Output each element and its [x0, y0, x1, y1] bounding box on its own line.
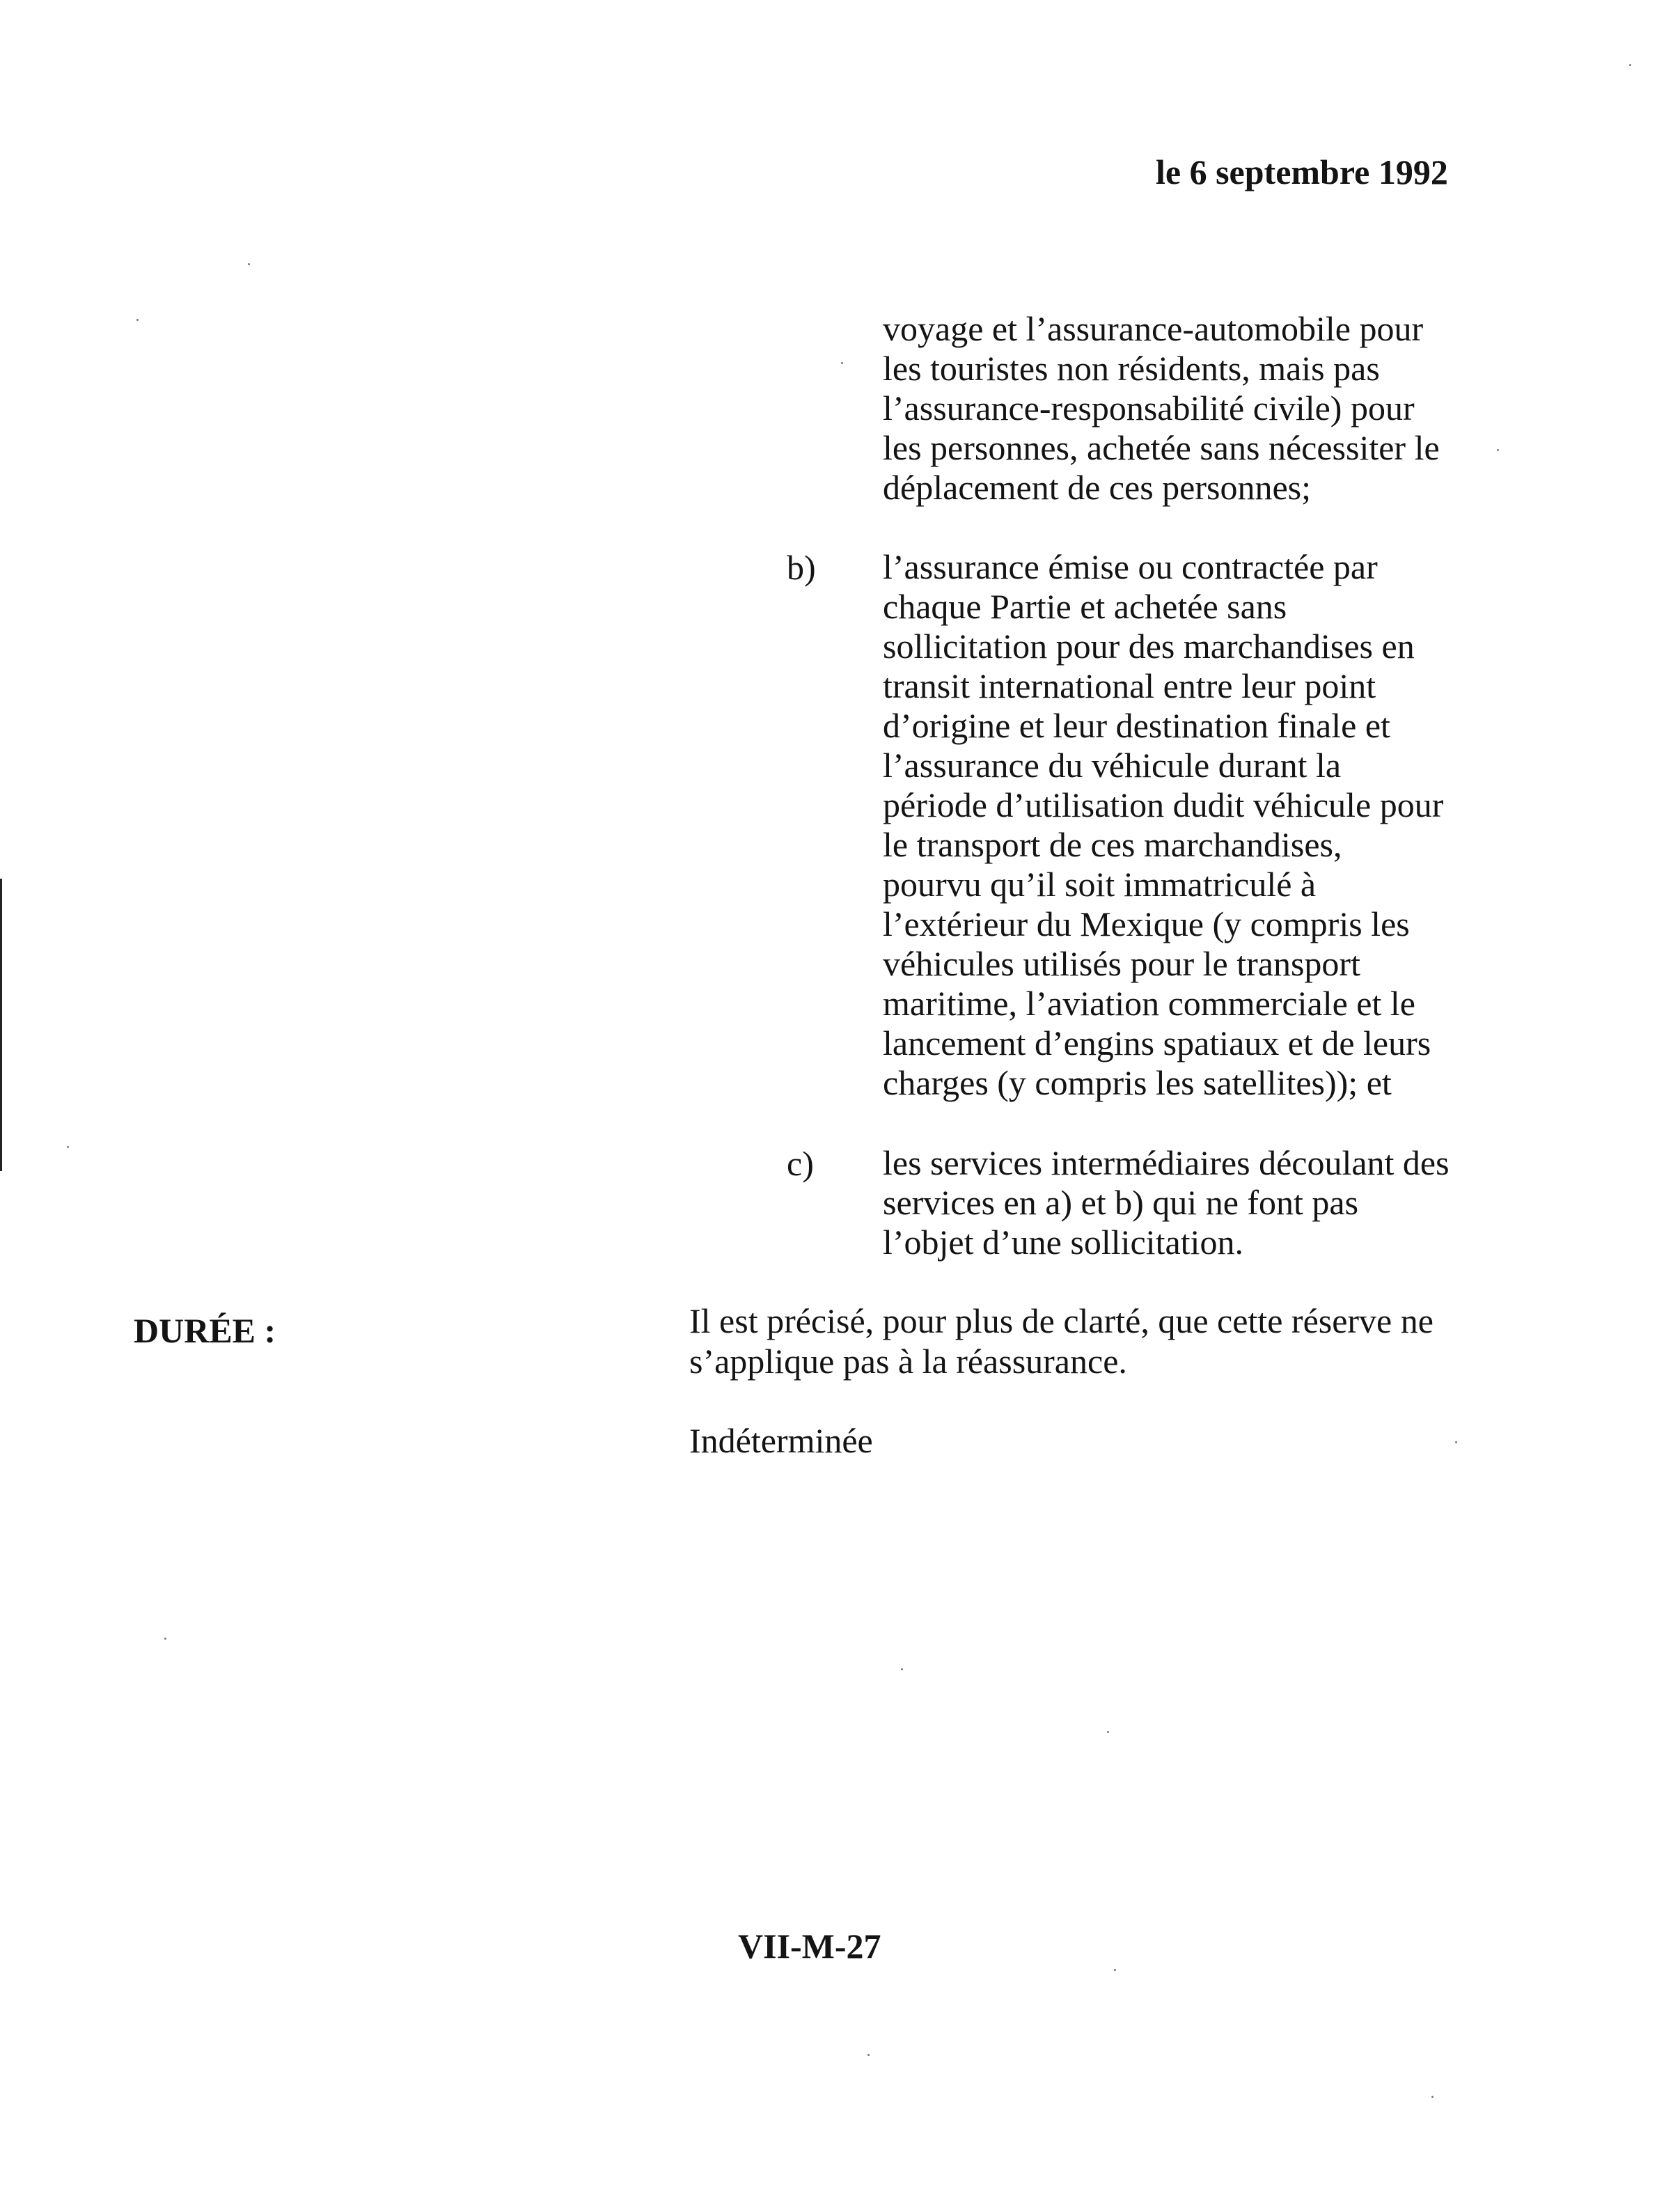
text-line: chaque Partie et achetée sans — [883, 587, 1287, 626]
text-line: Il est précisé, pour plus de clarté, que cette réserve ne — [689, 1301, 1434, 1340]
text-line: les touristes non résidents, mais pas — [883, 349, 1380, 388]
text-line: transit international entre leur point — [883, 666, 1376, 705]
text-line: l’extérieur du Mexique (y compris les — [883, 904, 1410, 943]
scan-speck — [67, 1146, 69, 1148]
text-line: lancement d’engins spatiaux et de leurs — [883, 1023, 1431, 1062]
continued-item-text — [883, 309, 1440, 508]
item-b-text — [883, 547, 1443, 1103]
item-c-text — [883, 1143, 1450, 1262]
scan-speck — [841, 362, 843, 364]
scan-speck — [901, 1668, 903, 1670]
duration-value: Indéterminée — [689, 1421, 873, 1460]
text-line: maritime, l’aviation commerciale et le — [883, 984, 1415, 1023]
text-line: voyage et l’assurance-automobile pour — [883, 309, 1424, 348]
text-line: s’applique pas à la réassurance. — [689, 1342, 1127, 1381]
text-line: sollicitation pour des marchandises en — [883, 627, 1415, 666]
text-line: l’objet d’une sollicitation. — [883, 1223, 1243, 1262]
text-line: l’assurance émise ou contractée par — [883, 547, 1378, 586]
text-line: l’assurance-responsabilité civile) pour — [883, 389, 1415, 428]
text-line: d’origine et leur destination finale et — [883, 706, 1390, 745]
document-date: le 6 septembre 1992 — [1156, 152, 1448, 191]
text-line: les personnes, achetée sans nécessiter le — [883, 428, 1440, 467]
text-line: charges (y compris les satellites)); et — [883, 1063, 1392, 1102]
scan-speck — [136, 319, 139, 321]
scan-speck — [248, 263, 250, 265]
text-line: l’assurance du véhicule durant la — [883, 746, 1342, 785]
scan-speck — [1431, 2096, 1434, 2098]
scan-speck — [1629, 64, 1631, 66]
scan-speck — [867, 2054, 870, 2056]
text-line: services en a) et b) qui ne font pas — [883, 1183, 1359, 1222]
page-number: VII-M-27 — [738, 1927, 881, 1966]
duration-label: DURÉE : — [134, 1311, 276, 1350]
text-line: les services intermédiaires découlant des — [883, 1143, 1450, 1182]
scan-speck — [1107, 1731, 1109, 1733]
text-line: déplacement de ces personnes; — [883, 468, 1312, 507]
clarification-note — [689, 1301, 1434, 1381]
text-line: le transport de ces marchandises, — [883, 825, 1342, 864]
scan-speck — [164, 1638, 166, 1640]
item-marker-b: b) — [787, 548, 816, 587]
scan-edge-line — [0, 879, 2, 1171]
scan-speck — [1497, 449, 1499, 451]
scan-speck — [1114, 1969, 1116, 1971]
text-line: période d’utilisation dudit véhicule pour — [883, 785, 1444, 824]
text-line: pourvu qu’il soit immatriculé à — [883, 865, 1317, 904]
text-line: véhicules utilisés pour le transport — [883, 944, 1360, 983]
item-marker-c: c) — [787, 1144, 814, 1183]
scan-speck — [1455, 1441, 1457, 1443]
